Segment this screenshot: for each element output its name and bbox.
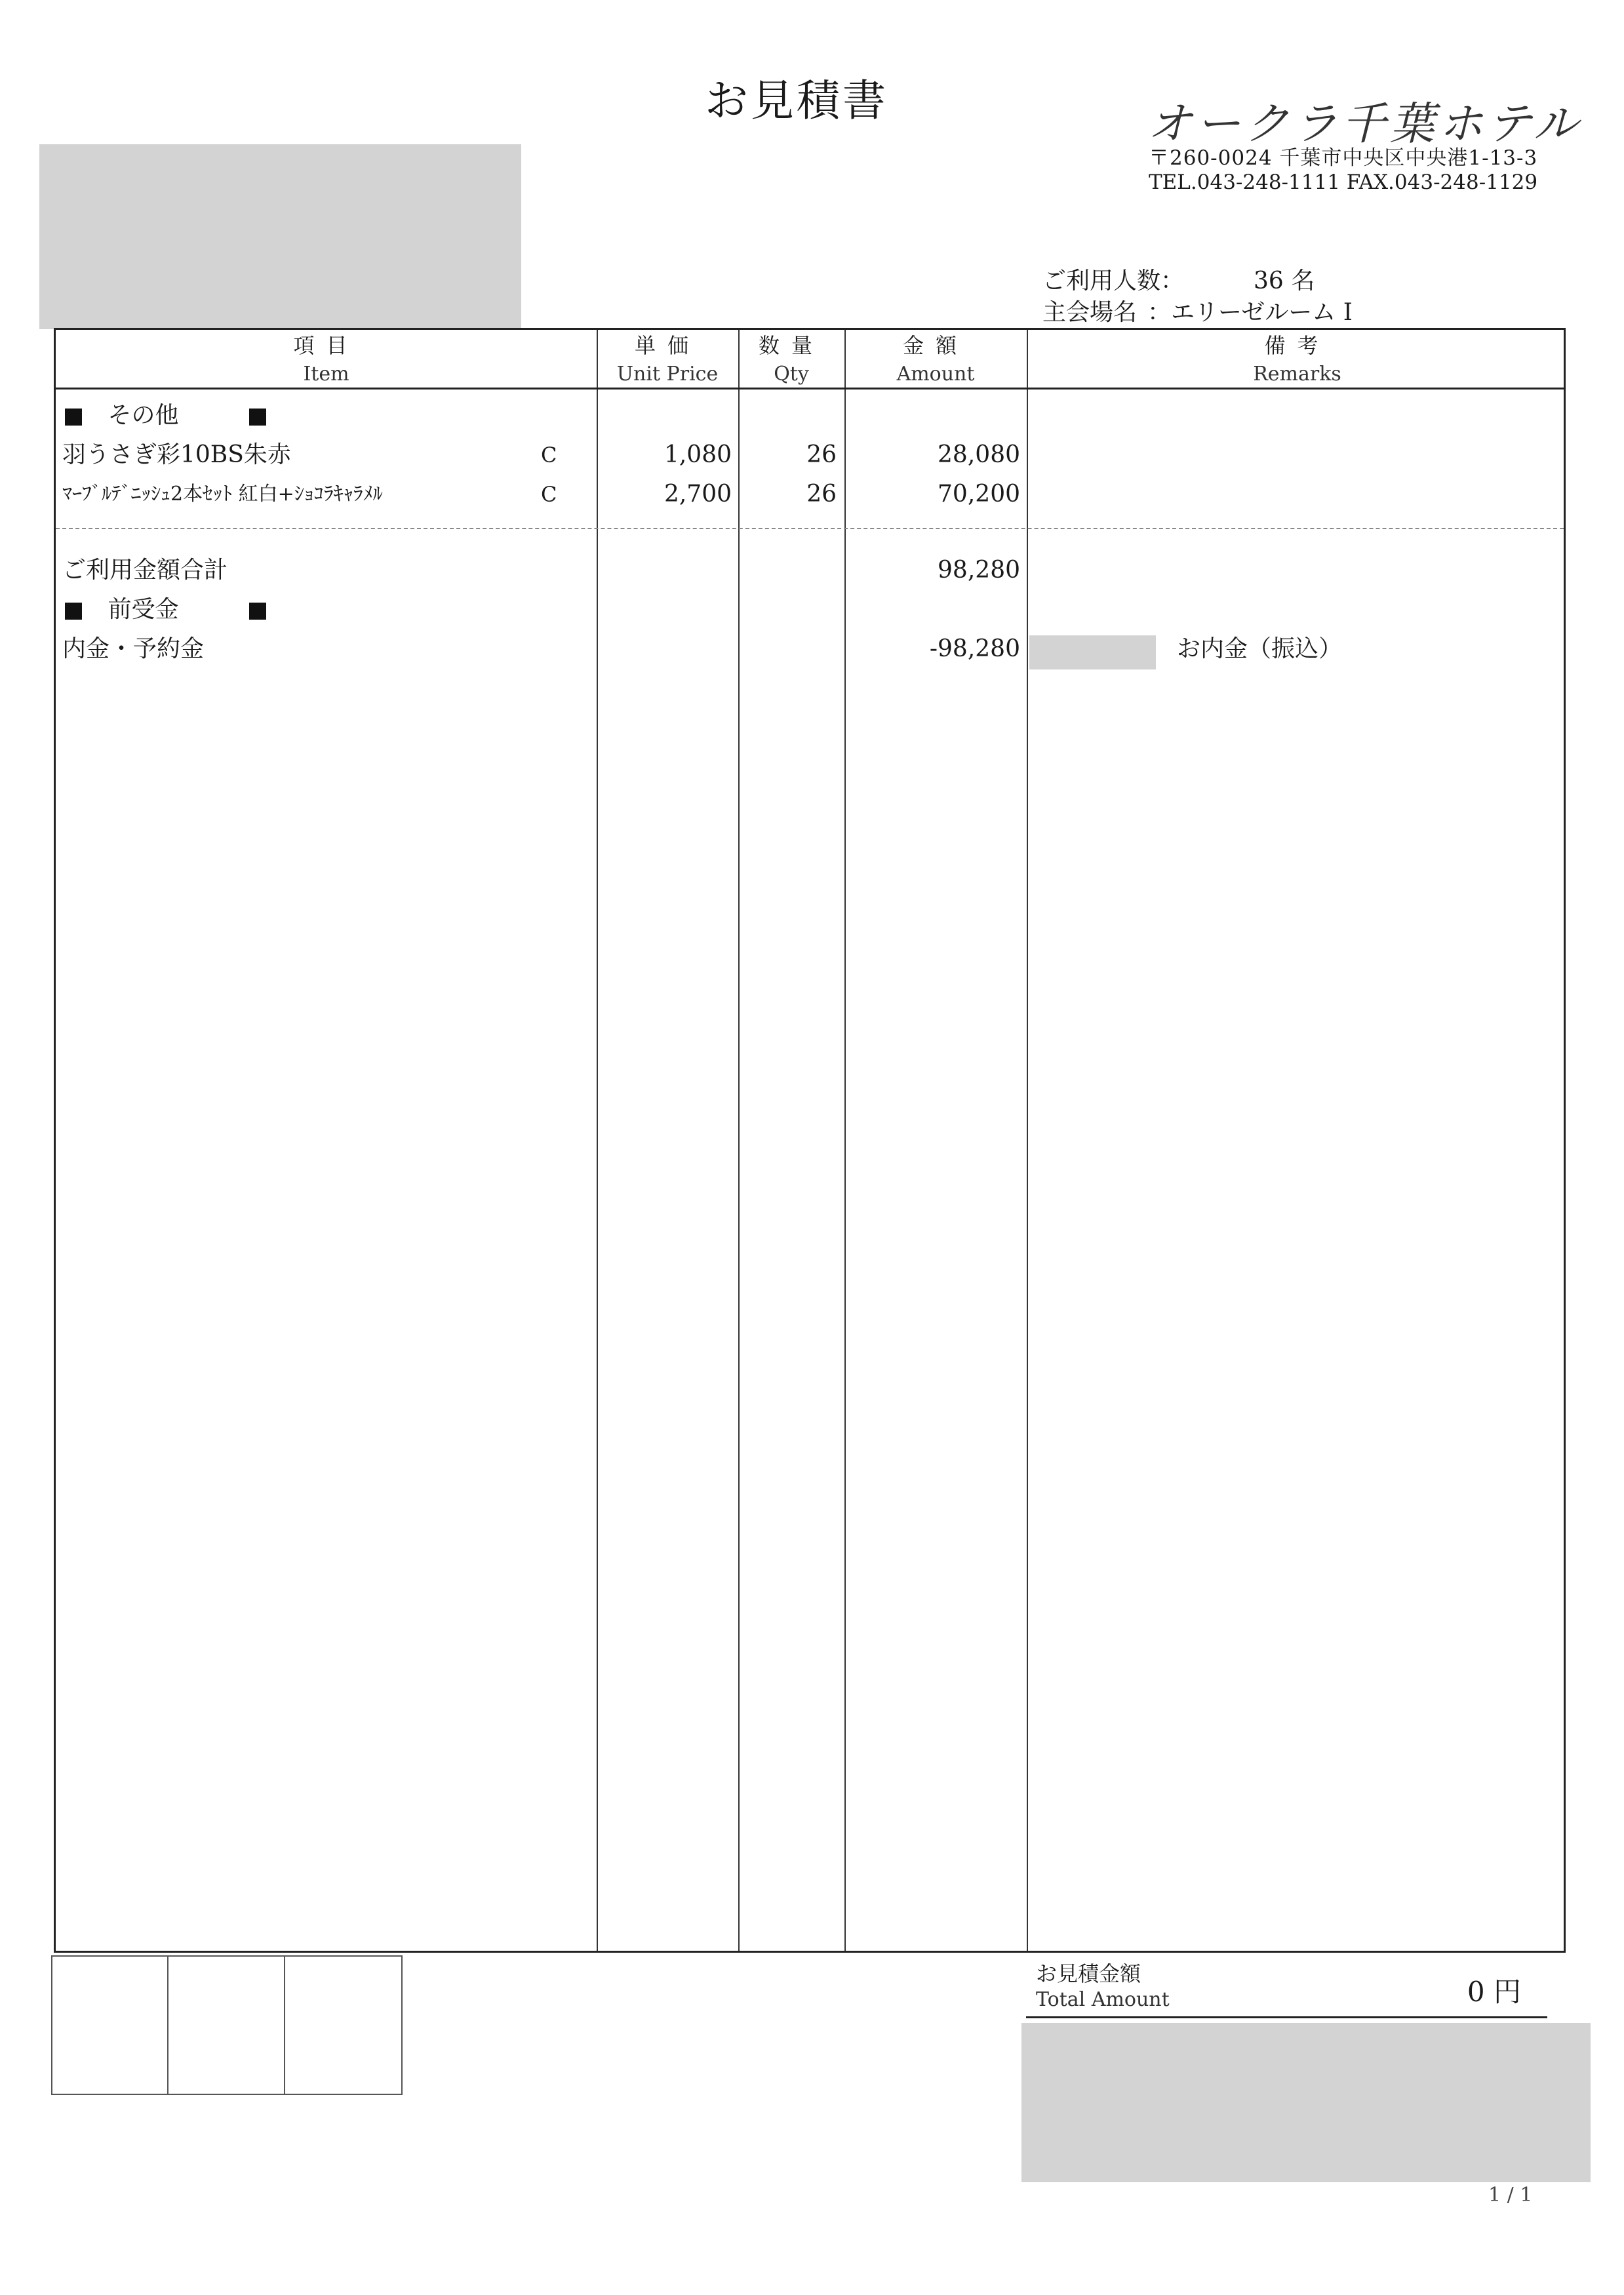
guests-value: 36 名 xyxy=(1254,268,1315,294)
row-amount: 28,080 xyxy=(938,441,1020,468)
guests-label: ご利用人数： xyxy=(1042,268,1185,294)
subtotal-amount: 98,280 xyxy=(938,557,1020,584)
deposit-label: 内金・予約金 xyxy=(62,635,205,662)
hotel-contact: TEL.043-248-1111 FAX.043-248-1129 xyxy=(1149,170,1538,194)
estimate-table xyxy=(54,328,1566,1953)
section-advance: 前受金 xyxy=(65,593,266,626)
row-qty: 26 xyxy=(806,441,837,468)
square-bullet-icon xyxy=(65,409,82,426)
venue-value: ：エリーゼルーム Ⅰ xyxy=(1147,299,1353,326)
total-value: 0 円 xyxy=(1467,1976,1521,2008)
page-number: 1 / 1 xyxy=(1488,2184,1533,2206)
stamp-box xyxy=(51,1955,168,2095)
redacted-date xyxy=(1029,635,1156,669)
hotel-address: 〒260-0024 千葉市中央区中央港1-13-3 xyxy=(1149,146,1538,170)
deposit-remark: お内金（振込） xyxy=(1177,635,1343,662)
column-divider xyxy=(597,330,598,1951)
header-item: 項目 Item xyxy=(293,333,359,386)
stamp-box xyxy=(284,1955,403,2095)
row-item: 羽うさぎ彩10BS朱赤 xyxy=(62,441,291,468)
row-amount: 70,200 xyxy=(938,481,1020,508)
row-qty: 26 xyxy=(806,481,837,508)
page-title: お見積書 xyxy=(705,75,888,126)
section-other: その他 xyxy=(65,399,266,432)
header-amount: 金額 Amount xyxy=(896,333,975,386)
total-label-jp: お見積金額 xyxy=(1036,1961,1141,1986)
column-divider xyxy=(1027,330,1028,1951)
redacted-recipient xyxy=(39,144,521,329)
header-unit-price: 単価 Unit Price xyxy=(616,333,719,386)
redacted-signature xyxy=(1021,2023,1591,2182)
stamp-box xyxy=(167,1955,285,2095)
row-code: C xyxy=(541,482,557,507)
row-code: C xyxy=(541,443,557,468)
dashed-separator xyxy=(56,528,1564,529)
subtotal-label: ご利用金額合計 xyxy=(62,557,228,584)
total-label-en: Total Amount xyxy=(1036,1988,1170,2011)
row-unit-price: 1,080 xyxy=(663,441,732,468)
square-bullet-icon xyxy=(249,409,266,426)
row-unit-price: 2,700 xyxy=(663,481,732,508)
deposit-amount: -98,280 xyxy=(929,635,1020,662)
hotel-name: オークラ千葉ホテル xyxy=(1147,98,1582,150)
square-bullet-icon xyxy=(65,603,82,620)
header-qty: 数量 Qty xyxy=(758,333,824,386)
header-remarks: 備考 Remarks xyxy=(1253,333,1341,386)
column-divider xyxy=(738,330,740,1951)
venue-label: 主会場名 xyxy=(1042,299,1138,326)
total-underline xyxy=(1026,2016,1547,2018)
row-item: ﾏｰﾌﾞﾙﾃﾞﾆｯｼｭ2本ｾｯﾄ 紅白+ｼｮｺﾗｷｬﾗﾒﾙ xyxy=(62,483,383,506)
square-bullet-icon xyxy=(249,603,266,620)
